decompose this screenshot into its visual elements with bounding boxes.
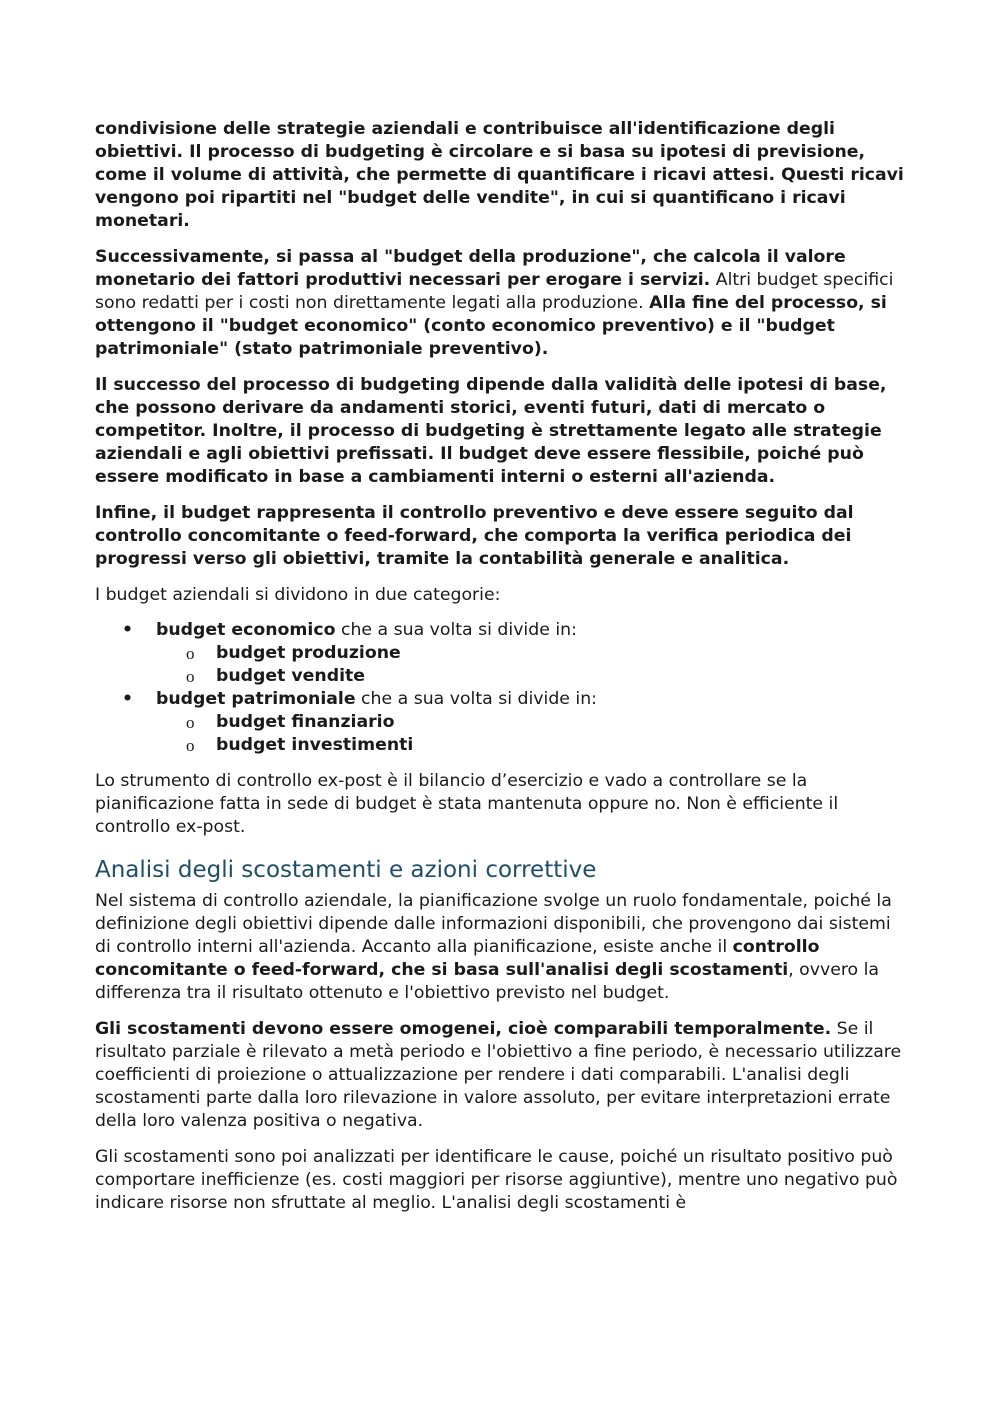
paragraph-control-system: [95, 890, 910, 1005]
sub-list-item: o budget investimenti: [156, 734, 910, 757]
body-text: I budget aziendali si dividono in due categorie:: [95, 585, 501, 605]
list-item-bold: budget patrimoniale: [156, 689, 356, 709]
list-item-bold: budget economico: [156, 620, 336, 640]
bold-text: condivisione delle strategie aziendali e contribuisce all'identificazione degli obiettivi. Il processo di budgeting è circolare e si basa su ipotesi di previsione, come il volume di attività, che permette di quantificare i ricavi attesi. Questi ricavi vengono poi ripartiti nel "budget delle vendite", in cui si quantificano i ricavi monetari.: [95, 119, 904, 231]
list-item-text: che a sua volta si divide in:: [355, 689, 597, 709]
sub-list-item: o budget produzione: [156, 642, 910, 665]
bold-text: controllo concomitante o feed-forward, che si basa sull'analisi degli scostamenti: [95, 937, 820, 980]
bold-text: Gli scostamenti devono essere omogenei, cioè comparabili temporalmente.: [95, 1019, 832, 1039]
section-heading: Analisi degli scostamenti e azioni correttive: [95, 857, 597, 883]
bold-text: Infine, il budget rappresenta il controllo preventivo e deve essere seguito dal controllo concomitante o feed-forward, che comporta la verifica periodica dei progressi verso gli obiettivi, tramite la contabilità generale e analitica.: [95, 503, 854, 569]
paragraph-budget-categories: [95, 584, 910, 607]
body-text: Nel sistema di controllo aziendale, la pianificazione svolge un ruolo fondamentale, poiché la definizione degli obiettivi dipende dalle informazioni disponibili, che provengono dai sistemi di controllo interni all'azienda. Accanto alla pianificazione, esiste anche il: [95, 891, 892, 957]
bold-text: Il successo del processo di budgeting dipende dalla validità delle ipotesi di base, che possono derivare da andamenti storici, eventi futuri, dati di mercato o competitor. Inoltre, il processo di budgeting è strettamente legato alle strategie aziendali e agli obiettivi prefissati. Il budget deve essere flessibile, poiché può essere modificato in base a cambiamenti interni o esterni all'azienda.: [95, 375, 887, 487]
sub-list-item: o budget finanziario: [156, 711, 910, 734]
budget-category-list: [95, 619, 910, 757]
body-text: Lo strumento di controllo ex-post è il bilancio d’esercizio e vado a controllare se la pianificazione fatta in sede di budget è stata mantenuta oppure no. Non è efficiente il controllo ex-post.: [95, 771, 839, 837]
sub-list-item: o budget vendite: [156, 665, 910, 688]
body-text: , ovvero la differenza tra il risultato ottenuto e l'obiettivo previsto nel budget.: [95, 960, 880, 1003]
bold-text: Successivamente, si passa al "budget della produzione", che calcola il valore monetario dei fattori produttivi necessari per erogare i servizi.: [95, 247, 846, 290]
sub-list: [156, 642, 910, 688]
body-text: Altri budget specifici sono redatti per i costi non direttamente legati alla produzione.: [95, 270, 894, 313]
paragraph-deviation-causes: [95, 1146, 910, 1215]
bold-text: Alla fine del processo, si ottengono il "budget economico" (conto economico preventivo) e il "budget patrimoniale" (stato patrimoniale preventivo).: [95, 293, 887, 359]
paragraph-budget-success: [95, 374, 910, 489]
paragraph-production-budget: [95, 246, 910, 361]
body-text: Gli scostamenti sono poi analizzati per identificare le cause, poiché un risultato positivo può comportare inefficienze (es. costi maggiori per risorse aggiuntive), mentre uno negativo può indicare risorse non sfruttate al meglio. L'analisi degli scostamenti è: [95, 1147, 898, 1213]
sub-list: [156, 711, 910, 757]
list-item: [95, 688, 910, 757]
paragraph-ex-post-control: [95, 770, 910, 839]
paragraph-budgeting-cycle: [95, 118, 910, 233]
list-item-text: che a sua volta si divide in:: [335, 620, 577, 640]
document-page: [95, 118, 910, 1228]
paragraph-homogeneous-deviations: [95, 1018, 910, 1133]
paragraph-preventive-control: [95, 502, 910, 571]
list-item: [95, 619, 910, 688]
body-text: Se il risultato parziale è rilevato a metà periodo e l'obiettivo a fine periodo, è necessario utilizzare coefficienti di proiezione o attualizzazione per rendere i dati comparabili. L'analisi degli scostamenti parte dalla loro rilevazione in valore assoluto, per evitare interpretazioni errate della loro valenza positiva o negativa.: [95, 1019, 902, 1131]
